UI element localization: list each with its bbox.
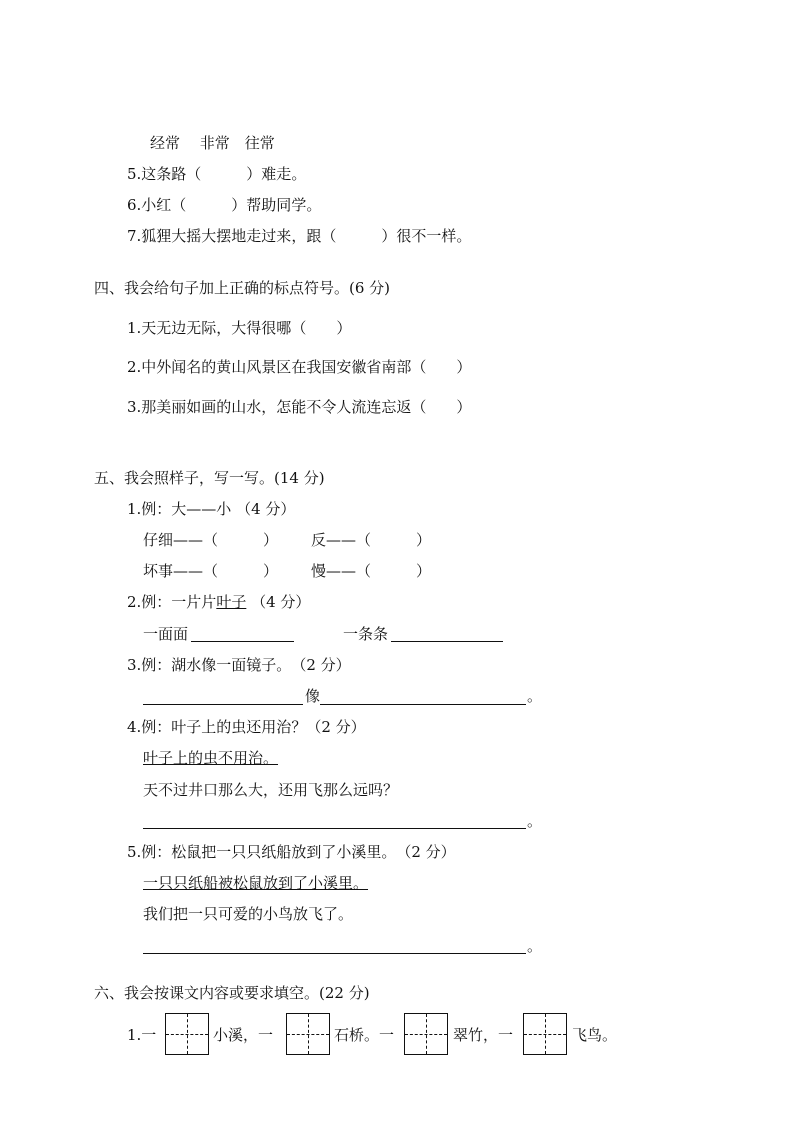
question-6-1-text-2: 石桥。一 bbox=[334, 1026, 395, 1044]
section-5-title: 五、我会照样子，写一写。(14 分) bbox=[94, 469, 325, 487]
question-5-5-prompt: 我们把一只可爱的小鸟放飞了。 bbox=[143, 905, 354, 923]
period-5-5: 。 bbox=[527, 937, 543, 955]
question-5-3-mid: 像 bbox=[305, 687, 321, 705]
question-5-1-b: 反——（ ） bbox=[311, 531, 432, 549]
character-box-4[interactable] bbox=[523, 1013, 567, 1055]
question-5-2-a: 一面面 bbox=[143, 625, 189, 643]
question-3-5: 5.这条路（ ）难走。 bbox=[127, 165, 307, 183]
question-5-1-d: 慢——（ ） bbox=[311, 562, 432, 580]
question-5-4-prompt: 天不过井口那么大，还用飞那么远吗？ bbox=[143, 781, 399, 799]
period-5-3: 。 bbox=[527, 687, 543, 705]
question-4-3: 3.那美丽如画的山水，怎能不令人流连忘返（ ） bbox=[127, 398, 472, 416]
question-5-2-b: 一条条 bbox=[343, 625, 389, 643]
question-5-1-c: 坏事——（ ） bbox=[143, 562, 279, 580]
section-4-title: 四、我会给句子加上正确的标点符号。(6 分) bbox=[94, 279, 391, 297]
question-5-1-a: 仔细——（ ） bbox=[143, 531, 279, 549]
answer-blank-5-3-a[interactable] bbox=[143, 704, 303, 705]
answer-blank-5-4[interactable] bbox=[143, 828, 526, 829]
answer-blank-5-2-b[interactable] bbox=[391, 641, 503, 642]
question-3-6: 6.小红（ ）帮助同学。 bbox=[127, 196, 322, 214]
example-prefix: 2.例：一片片 bbox=[127, 593, 217, 611]
question-5-4-example: 4.例：叶子上的虫还用治？（2 分） bbox=[127, 718, 366, 736]
section-6-title: 六、我会按课文内容或要求填空。(22 分) bbox=[94, 984, 370, 1002]
question-5-2-example bbox=[127, 592, 310, 612]
question-3-7: 7.狐狸大摇大摆地走过来，跟（ ）很不一样。 bbox=[127, 227, 472, 245]
question-5-5-answer: 一只只纸船被松鼠放到了小溪里。 bbox=[143, 874, 369, 892]
period-5-4: 。 bbox=[527, 812, 543, 830]
character-box-1[interactable] bbox=[165, 1013, 209, 1055]
question-4-1: 1.天无边无际，大得很哪（ ） bbox=[127, 319, 352, 337]
question-5-5-example: 5.例：松鼠把一只只纸船放到了小溪里。 （2 分） bbox=[127, 843, 456, 861]
question-5-3-example: 3.例：湖水像一面镜子。 （2 分） bbox=[127, 656, 351, 674]
question-6-1-lead: 1.一 bbox=[127, 1026, 157, 1044]
character-box-3[interactable] bbox=[404, 1013, 448, 1055]
word-options: 经常 非常 往常 bbox=[150, 134, 275, 152]
answer-blank-5-3-b[interactable] bbox=[320, 704, 526, 705]
answer-blank-5-2-a[interactable] bbox=[191, 641, 294, 642]
question-6-1-text-4: 飞鸟。 bbox=[572, 1026, 618, 1044]
question-6-1-text-3: 翠竹，一 bbox=[453, 1026, 514, 1044]
example-suffix: （4 分） bbox=[246, 593, 311, 611]
question-5-1-example: 1.例：大——小 （4 分） bbox=[127, 500, 296, 518]
question-6-1-text-1: 小溪，一 bbox=[213, 1026, 274, 1044]
answer-blank-5-5[interactable] bbox=[143, 953, 526, 954]
question-5-4-answer: 叶子上的虫不用治。 bbox=[143, 749, 279, 767]
character-box-2[interactable] bbox=[286, 1013, 330, 1055]
example-word: 叶子 bbox=[216, 593, 247, 611]
question-4-2: 2.中外闻名的黄山风景区在我国安徽省南部（ ） bbox=[127, 358, 472, 376]
